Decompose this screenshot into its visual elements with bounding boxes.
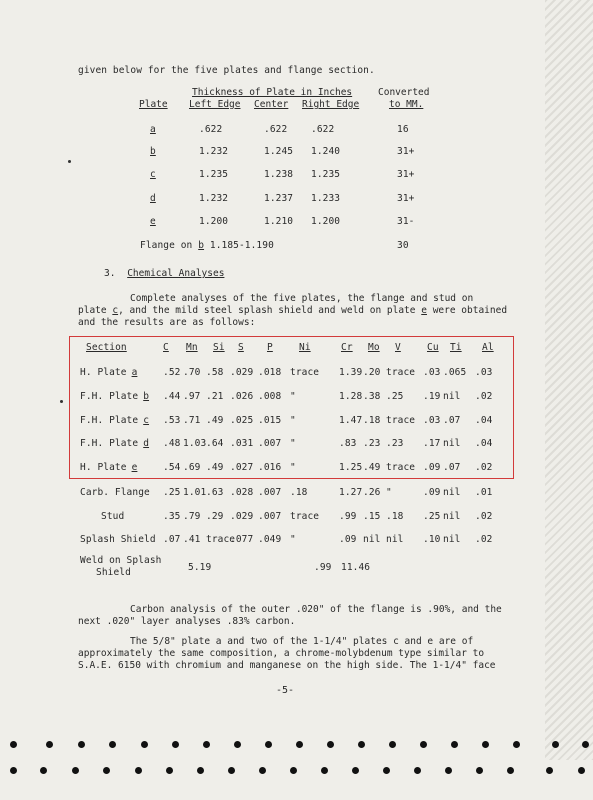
thickness-cell-right: .622 — [311, 124, 335, 135]
punch-hole — [10, 767, 17, 774]
chem-cell: .49 — [363, 462, 381, 473]
punch-hole — [10, 741, 17, 748]
chem-cell: .09 — [423, 487, 441, 498]
chem-cell: .35 — [163, 511, 181, 522]
punch-hole — [234, 741, 241, 748]
punch-hole — [203, 741, 210, 748]
chem-cell: .18 — [290, 487, 308, 498]
chem-cell: trace — [386, 462, 416, 473]
punch-hole — [507, 767, 514, 774]
flange-range: 1.185-1.190 — [209, 240, 274, 251]
chem-cell: .29 — [206, 511, 224, 522]
chem-cell: " — [290, 438, 296, 449]
punch-hole — [103, 767, 110, 774]
chem-cell: .02 — [475, 511, 493, 522]
chem-cell: .97 — [183, 391, 201, 402]
chem-cell: .69 — [183, 462, 201, 473]
chem-cell: nil — [443, 511, 461, 522]
chem-cell: .07 — [163, 534, 181, 545]
thickness-cell-left: 1.232 — [199, 146, 229, 157]
chem-cell: .026 — [230, 391, 254, 402]
punch-hole — [259, 767, 266, 774]
chem-header-mn: Mn — [186, 342, 198, 353]
chem-cell: trace — [386, 367, 416, 378]
section3-para-line-2: plate c, and the mild steel splash shield and weld on plate e were obtained — [78, 305, 508, 316]
chem-cell: .54 — [163, 462, 181, 473]
chem-cell: .18 — [363, 415, 381, 426]
chem-cell: .71 — [183, 415, 201, 426]
thickness-cell-right: 1.235 — [311, 169, 341, 180]
punch-hole — [290, 767, 297, 774]
chem-cell: .26 — [363, 487, 381, 498]
chem-cell: .03 — [423, 367, 441, 378]
punch-hole — [46, 741, 53, 748]
punch-hole — [582, 741, 589, 748]
chem-row-label: F.H. Plate d — [80, 438, 150, 449]
thickness-cell-left: 1.200 — [199, 216, 229, 227]
chem-cell: .58 — [206, 367, 224, 378]
chem-cell: nil — [363, 534, 381, 545]
chem-row-label: H. Plate e — [80, 462, 138, 473]
punch-hole — [513, 741, 520, 748]
chem-row-label: Carb. Flange — [80, 487, 150, 498]
section3-para-line-1: Complete analyses of the five plates, the flange and stud on — [130, 293, 474, 304]
punch-holes-row-2 — [0, 762, 593, 782]
flange-label: Flange on — [140, 240, 193, 251]
chem-header-ti: Ti — [450, 342, 462, 353]
thickness-cell-left: 1.232 — [199, 193, 229, 204]
chem-cell: .21 — [206, 391, 224, 402]
chem-cell: .64 — [206, 438, 224, 449]
punch-hole — [72, 767, 79, 774]
chem-cell: trace — [386, 415, 416, 426]
chem-cell: nil — [386, 534, 404, 545]
chem-cell: " — [290, 415, 296, 426]
chem-cell: .49 — [206, 415, 224, 426]
punch-hole — [358, 741, 365, 748]
chem-cell: .031 — [230, 438, 254, 449]
chem-cell: .02 — [475, 391, 493, 402]
chem-header-section: Section — [86, 342, 127, 353]
punch-hole — [141, 741, 148, 748]
chem-cell: 1.28 — [339, 391, 363, 402]
weld-cr: 11.46 — [341, 562, 371, 573]
thickness-cell-mm: 31+ — [397, 169, 415, 180]
thickness-cell-center: 1.210 — [264, 216, 294, 227]
plates-para-line-3: S.A.E. 6150 with chromium and manganese on the high side. The 1-1/4" face — [78, 660, 496, 671]
thickness-cell-right: 1.240 — [311, 146, 341, 157]
chem-cell: .016 — [258, 462, 282, 473]
chem-cell: nil — [443, 438, 461, 449]
chem-cell: .15 — [363, 511, 381, 522]
chem-cell: nil — [443, 534, 461, 545]
chem-cell: .077 — [230, 534, 254, 545]
section-number: 3. — [104, 268, 116, 279]
chem-cell: .17 — [423, 438, 441, 449]
punch-hole — [109, 741, 116, 748]
punch-hole — [383, 767, 390, 774]
chem-cell: .44 — [163, 391, 181, 402]
chem-cell: .52 — [163, 367, 181, 378]
weld-ni: .99 — [314, 562, 332, 573]
chem-cell: .025 — [230, 415, 254, 426]
converted-header-2: to MM. — [389, 99, 424, 110]
chem-header-cr: Cr — [341, 342, 353, 353]
chem-cell: 1.47 — [339, 415, 363, 426]
chem-cell: .027 — [230, 462, 254, 473]
chem-row-label: Splash Shield — [80, 534, 156, 545]
highlight-box — [69, 336, 514, 479]
punch-hole — [166, 767, 173, 774]
punch-hole — [451, 741, 458, 748]
chem-cell: .029 — [230, 367, 254, 378]
thickness-cell-plate: a — [150, 124, 156, 135]
chem-cell: .02 — [475, 534, 493, 545]
punch-holes-row-1 — [0, 736, 593, 756]
punch-hole — [552, 741, 559, 748]
punch-hole — [172, 741, 179, 748]
punch-hole — [414, 767, 421, 774]
chem-cell: .20 — [363, 367, 381, 378]
thickness-cell-center: 1.238 — [264, 169, 294, 180]
punch-hole — [78, 741, 85, 748]
thickness-cell-mm: 31+ — [397, 193, 415, 204]
thickness-cell-mm: 31+ — [397, 146, 415, 157]
thickness-cell-plate: b — [150, 146, 156, 157]
chem-header-cu: Cu — [427, 342, 439, 353]
chem-cell: .065 — [443, 367, 467, 378]
chem-cell: .007 — [258, 487, 282, 498]
chem-cell: .04 — [475, 438, 493, 449]
punch-hole — [327, 741, 334, 748]
chem-cell: .007 — [258, 511, 282, 522]
chem-header-mo: Mo — [368, 342, 380, 353]
weld-label-2: Shield — [96, 567, 131, 578]
thickness-cell-right: 1.200 — [311, 216, 341, 227]
col-left-edge-header: Left Edge — [189, 99, 241, 110]
punch-hole — [296, 741, 303, 748]
chem-cell: .70 — [183, 367, 201, 378]
thickness-cell-plate: e — [150, 216, 156, 227]
punch-hole — [482, 741, 489, 748]
punch-hole — [228, 767, 235, 774]
weld-mn: 5.19 — [188, 562, 212, 573]
chem-cell: .007 — [258, 438, 282, 449]
chem-cell: .53 — [163, 415, 181, 426]
scan-speck — [68, 160, 71, 163]
chem-cell: trace — [290, 367, 320, 378]
chem-cell: .79 — [183, 511, 201, 522]
chem-cell: trace — [206, 534, 236, 545]
thickness-cell-center: .622 — [264, 124, 288, 135]
punch-hole — [445, 767, 452, 774]
thickness-cell-mm: 16 — [397, 124, 409, 135]
chem-header-al: Al — [482, 342, 494, 353]
chem-cell: .04 — [475, 415, 493, 426]
chem-cell: .029 — [230, 511, 254, 522]
chem-cell: .02 — [475, 462, 493, 473]
chem-cell: .049 — [258, 534, 282, 545]
chem-cell: .09 — [423, 462, 441, 473]
chem-cell: .028 — [230, 487, 254, 498]
chem-cell: nil — [443, 487, 461, 498]
chem-header-v: V — [395, 342, 401, 353]
chem-cell: .03 — [475, 367, 493, 378]
thickness-cell-mm: 31- — [397, 216, 415, 227]
chem-cell: .07 — [443, 462, 461, 473]
thickness-cell-left: .622 — [199, 124, 223, 135]
col-plate-header: Plate — [139, 99, 168, 110]
chem-cell: " — [290, 534, 296, 545]
chem-cell: " — [386, 487, 392, 498]
section-title: Chemical Analyses — [127, 268, 225, 279]
chem-header-ni: Ni — [299, 342, 311, 353]
chem-cell: .07 — [443, 415, 461, 426]
punch-hole — [476, 767, 483, 774]
punch-hole — [321, 767, 328, 774]
thickness-group-header: Thickness of Plate in Inches — [192, 87, 353, 98]
chem-cell: 1.39 — [339, 367, 363, 378]
carbon-para-line-1: Carbon analysis of the outer .020" of the flange is .90%, and the — [130, 604, 502, 615]
thickness-cell-plate: d — [150, 193, 156, 204]
chem-header-c: C — [163, 342, 169, 353]
punch-hole — [420, 741, 427, 748]
chem-cell: " — [290, 391, 296, 402]
chem-header-s: S — [238, 342, 244, 353]
flange-mm: 30 — [397, 240, 409, 251]
perforated-edge — [545, 0, 593, 760]
punch-hole — [197, 767, 204, 774]
flange-plate: b — [198, 240, 205, 251]
carbon-para-line-2: next .020" layer analyses .83% carbon. — [78, 616, 296, 627]
punch-hole — [578, 767, 585, 774]
chem-cell: 1.25 — [339, 462, 363, 473]
chem-cell: .25 — [423, 511, 441, 522]
chem-cell: .015 — [258, 415, 282, 426]
chem-cell: .01 — [475, 487, 493, 498]
chem-cell: .25 — [163, 487, 181, 498]
flange-row — [140, 240, 274, 251]
section-heading — [104, 268, 224, 279]
thickness-cell-center: 1.245 — [264, 146, 294, 157]
chem-cell: .19 — [423, 391, 441, 402]
punch-hole — [265, 741, 272, 748]
chem-cell: .008 — [258, 391, 282, 402]
section3-para-line-3: and the results are as follows: — [78, 317, 256, 328]
chem-cell: .63 — [206, 487, 224, 498]
intro-line: given below for the five plates and flange section. — [78, 65, 375, 76]
chem-cell: .18 — [386, 511, 404, 522]
thickness-cell-plate: c — [150, 169, 156, 180]
chem-row-label: F.H. Plate b — [80, 391, 150, 402]
chem-cell: 1.01 — [183, 487, 207, 498]
plates-para-line-1: The 5/8" plate a and two of the 1-1/4" plates c and e are of — [130, 636, 474, 647]
chem-row-label: H. Plate a — [80, 367, 138, 378]
chem-row-label: Stud — [101, 511, 125, 522]
chem-cell: .09 — [339, 534, 357, 545]
chem-cell: .83 — [339, 438, 357, 449]
chem-cell: .25 — [386, 391, 404, 402]
chem-cell: .49 — [206, 462, 224, 473]
col-right-edge-header: Right Edge — [302, 99, 360, 110]
thickness-cell-left: 1.235 — [199, 169, 229, 180]
punch-hole — [546, 767, 553, 774]
thickness-cell-center: 1.237 — [264, 193, 294, 204]
chem-header-p: P — [267, 342, 273, 353]
chem-cell: .23 — [363, 438, 381, 449]
chem-cell: .10 — [423, 534, 441, 545]
chem-cell: .23 — [386, 438, 404, 449]
chem-cell: .41 — [183, 534, 201, 545]
plates-para-line-2: approximately the same composition, a chrome-molybdenum type similar to — [78, 648, 485, 659]
chem-cell: .99 — [339, 511, 357, 522]
chem-cell: .38 — [363, 391, 381, 402]
converted-header-1: Converted — [378, 87, 430, 98]
chem-cell: .48 — [163, 438, 181, 449]
punch-hole — [135, 767, 142, 774]
col-center-header: Center — [254, 99, 289, 110]
chem-cell: " — [290, 462, 296, 473]
chem-cell: .018 — [258, 367, 282, 378]
chem-cell: 1.27 — [339, 487, 363, 498]
punch-hole — [389, 741, 396, 748]
chem-cell: .03 — [423, 415, 441, 426]
chem-header-si: Si — [213, 342, 225, 353]
punch-hole — [40, 767, 47, 774]
thickness-cell-right: 1.233 — [311, 193, 341, 204]
chem-row-label: F.H. Plate c — [80, 415, 150, 426]
chem-cell: nil — [443, 391, 461, 402]
weld-label-1: Weld on Splash — [80, 555, 162, 566]
page-number: -5- — [276, 685, 295, 696]
punch-hole — [352, 767, 359, 774]
scan-speck — [60, 400, 63, 403]
chem-cell: trace — [290, 511, 320, 522]
chem-cell: 1.03 — [183, 438, 207, 449]
